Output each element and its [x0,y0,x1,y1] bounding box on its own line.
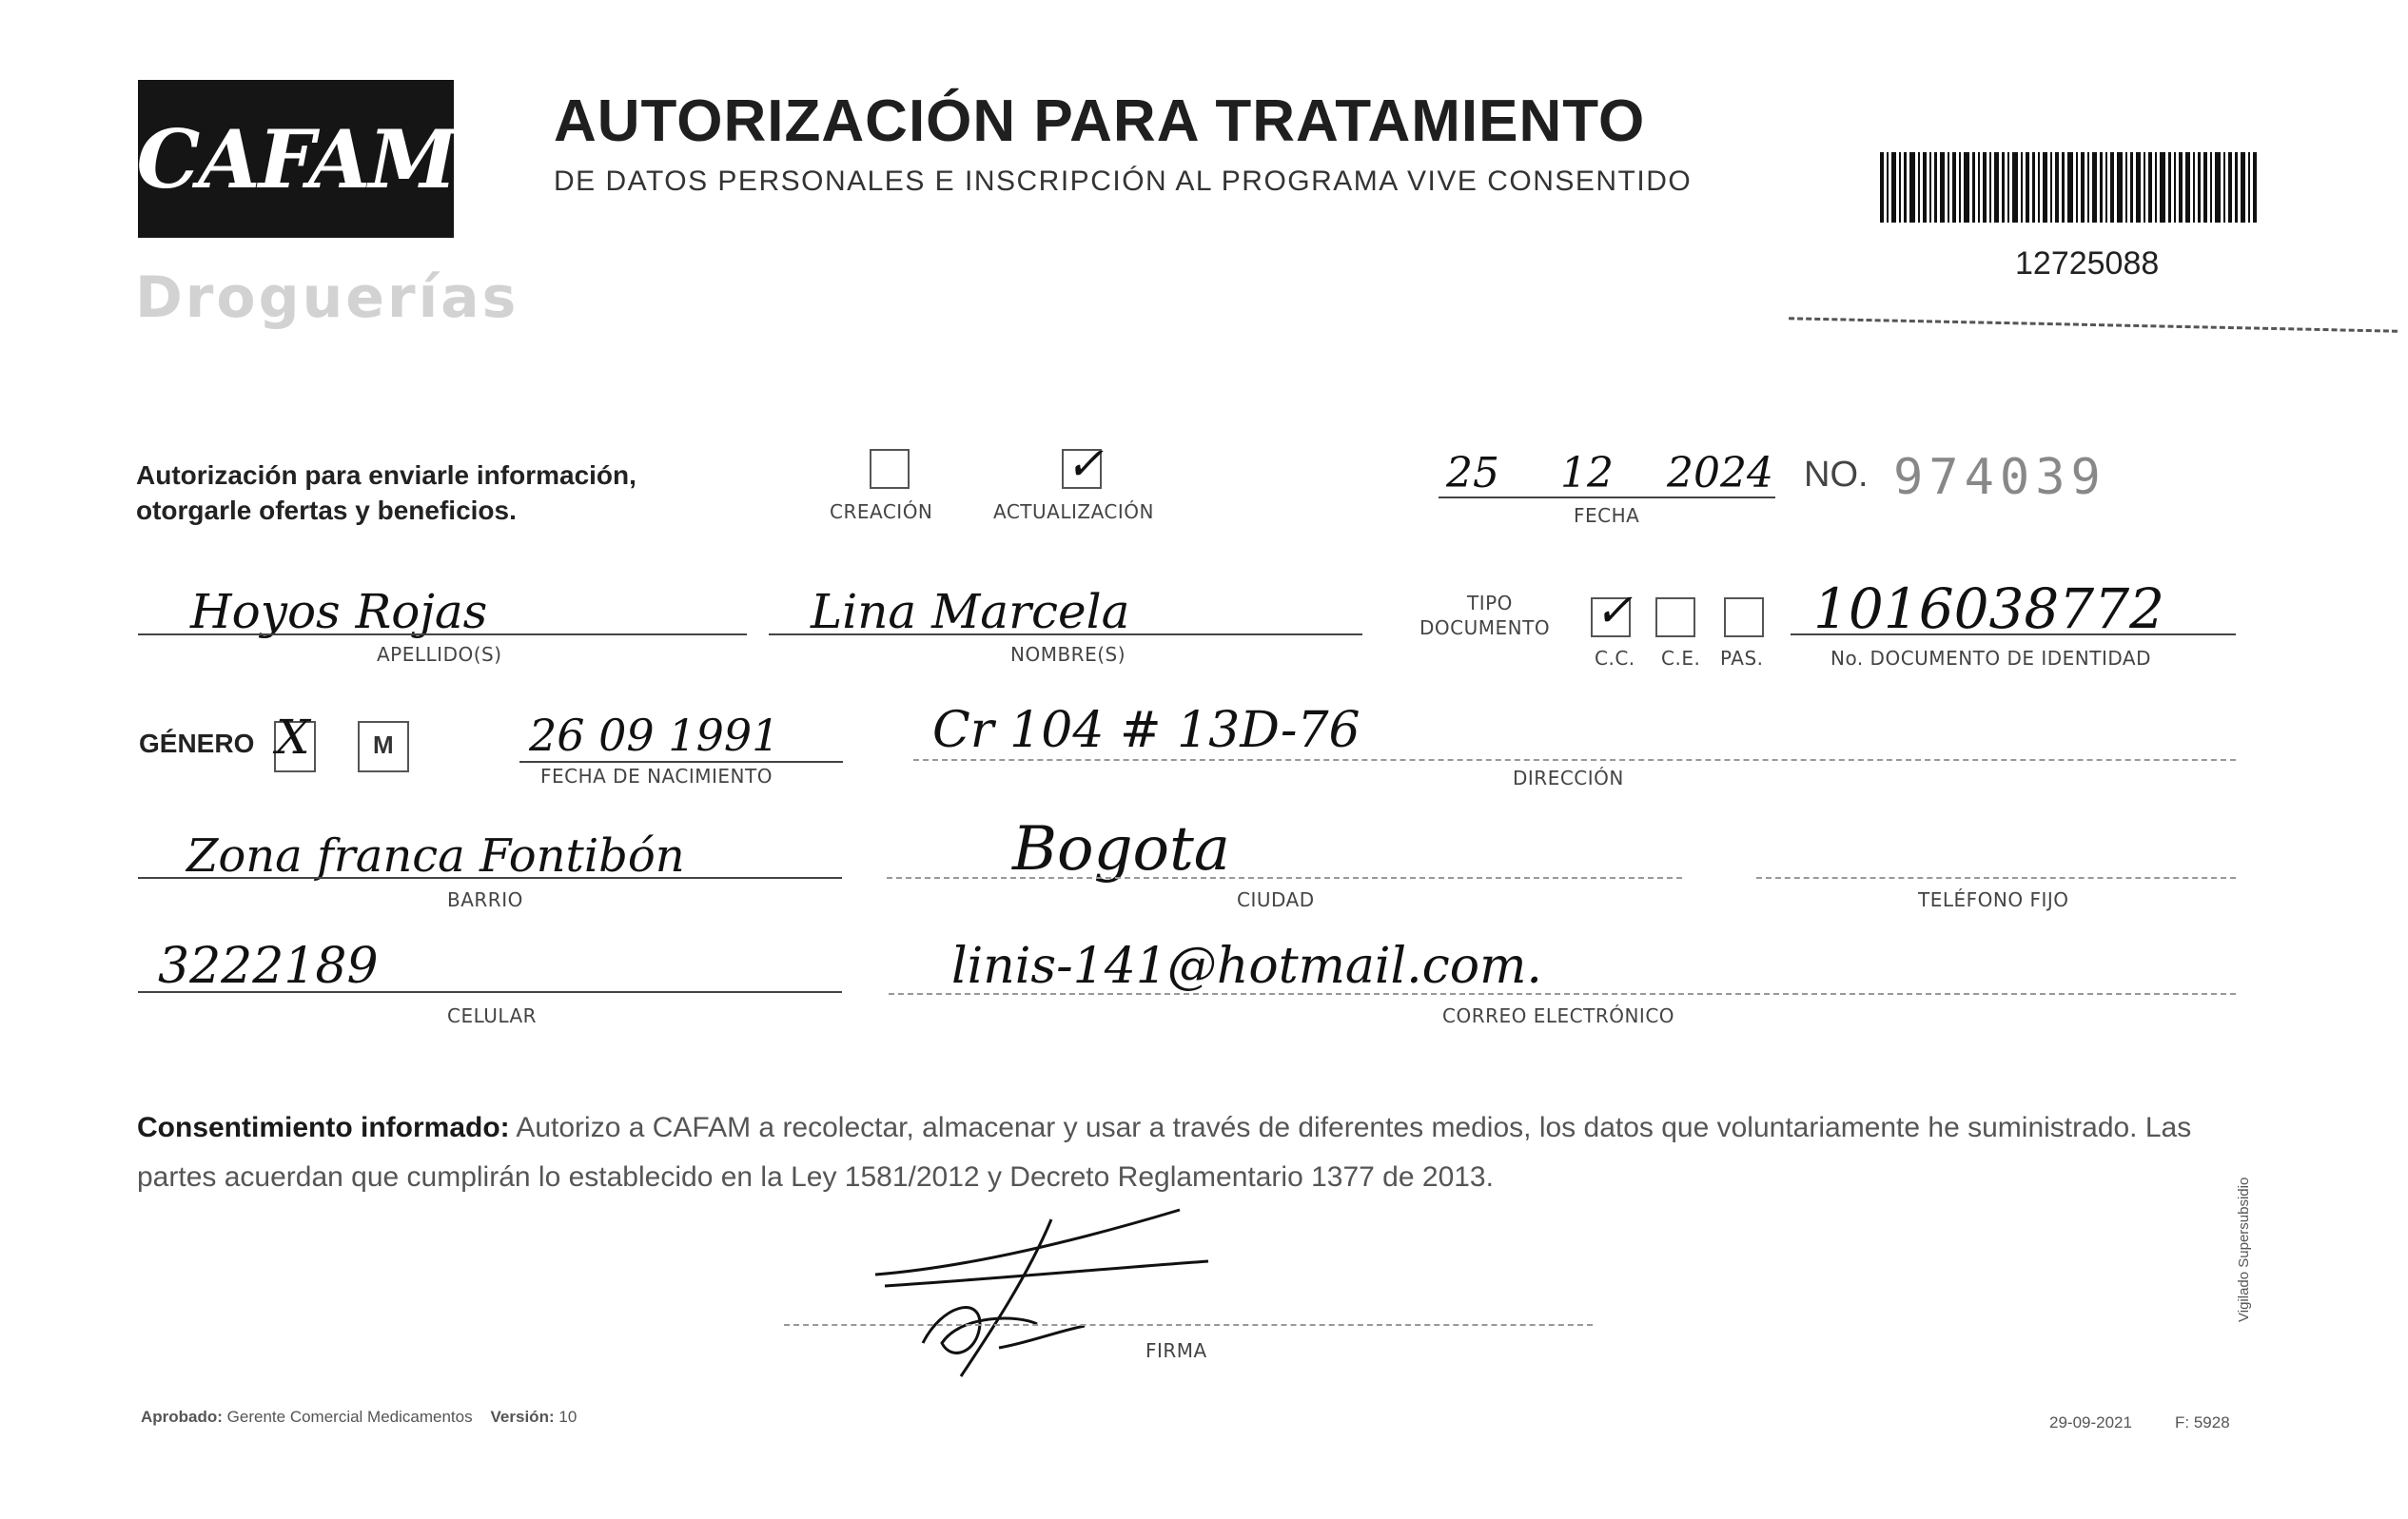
tipo-label-1: TIPO [1467,592,1513,614]
tear-line [1789,317,2398,332]
footer-date-code: 29-09-2021 [2049,1413,2132,1431]
consent-text: Autorizo a CAFAM a recolectar, almacenar y usar a través de diferentes medios, los datos que voluntariamente he suministrado. Las partes acuerdan que cumplirán lo establecido en la Ley 1581/2012 y Decreto Reglamentario 1377 de 2013. [137,1112,2192,1193]
telefono-label: TELÉFONO FIJO [1918,888,2069,911]
barcode-number: 12725088 [2015,245,2160,282]
ciudad-value: Bogota [1012,814,1230,885]
nacimiento-value: 26 09 1991 [529,710,780,761]
barrio-value: Zona franca Fontibón [186,829,685,883]
footer-approved [141,1408,577,1427]
brand-subtitle: Droguerías [135,264,519,331]
documento-value: 1016038772 [1813,576,2165,641]
tipo-label-2: DOCUMENTO [1419,616,1551,639]
genero-label: GÉNERO [139,729,255,758]
actualizacion-check-mark: ✓ [1066,438,1105,491]
genero-f-mark: X [276,710,310,765]
apellidos-value: Hoyos Rojas [190,584,488,639]
celular-value: 3222189 [158,938,379,995]
telefono-line[interactable] [1756,877,2236,879]
correo-label: CORREO ELECTRÓNICO [1442,1004,1675,1027]
documento-label: No. DOCUMENTO DE IDENTIDAD [1830,647,2152,670]
form-title: AUTORIZACIÓN PARA TRATAMIENTO [554,88,1646,154]
documento-line [1791,633,2236,635]
fecha-line [1439,497,1775,498]
creacion-checkbox[interactable] [870,449,910,489]
pas-checkbox[interactable] [1724,597,1764,637]
number-label: NO. [1804,455,1869,495]
cc-label: C.C. [1595,647,1635,670]
consent-paragraph [137,1103,2244,1202]
celular-line [138,991,842,993]
nacimiento-line [519,761,843,763]
correo-line [889,993,2236,995]
aprobado-value: Gerente Comercial Medicamentos [226,1408,473,1426]
side-vigilado-text: Vigilado Supersubsidio [2236,1177,2252,1322]
form-number: 974039 [1893,449,2106,506]
authorization-text-2: otorgarle ofertas y beneficios. [136,496,517,525]
fecha-year: 2024 [1667,449,1773,497]
form-subtitle: DE DATOS PERSONALES E INSCRIPCIÓN AL PROGRAMA VIVE CONSENTIDO [554,166,1693,197]
aprobado-label: Aprobado: [141,1408,223,1426]
creacion-label: CREACIÓN [830,500,933,523]
fecha-day: 25 [1446,449,1499,497]
signature-line [784,1324,1593,1326]
direccion-line [913,759,2236,761]
barrio-label: BARRIO [447,888,523,911]
apellidos-line [138,633,747,635]
pas-label: PAS. [1720,647,1764,670]
genero-m-label: M [373,730,394,759]
direccion-value: Cr 104 # 13D-76 [932,702,1361,759]
version-value: 10 [558,1408,578,1426]
ce-checkbox[interactable] [1655,597,1695,637]
signature-label: FIRMA [1145,1339,1207,1362]
consent-heading: Consentimiento informado: [137,1112,510,1143]
ciudad-line [887,877,1682,879]
nacimiento-label: FECHA DE NACIMIENTO [540,765,773,788]
nombres-label: NOMBRE(S) [1010,643,1126,666]
nombres-value: Lina Marcela [811,584,1130,639]
version-label: Versión: [490,1408,555,1426]
barcode-icon [1880,152,2257,223]
cafam-logo: CAFAM [136,111,456,206]
ce-label: C.E. [1661,647,1701,670]
actualizacion-label: ACTUALIZACIÓN [993,500,1154,523]
nombres-line [769,633,1362,635]
barrio-line [138,877,842,879]
authorization-text-1: Autorización para enviarle información, [136,460,636,490]
fecha-label: FECHA [1574,504,1640,527]
apellidos-label: APELLIDO(S) [377,643,502,666]
cc-check-mark: ✓ [1595,584,1634,637]
correo-value: linis-141@hotmail.com. [951,938,1542,995]
direccion-label: DIRECCIÓN [1513,767,1624,789]
fecha-month: 12 [1560,449,1614,497]
footer-form-code: F: 5928 [2175,1413,2230,1431]
ciudad-label: CIUDAD [1237,888,1315,911]
celular-label: CELULAR [447,1004,538,1027]
